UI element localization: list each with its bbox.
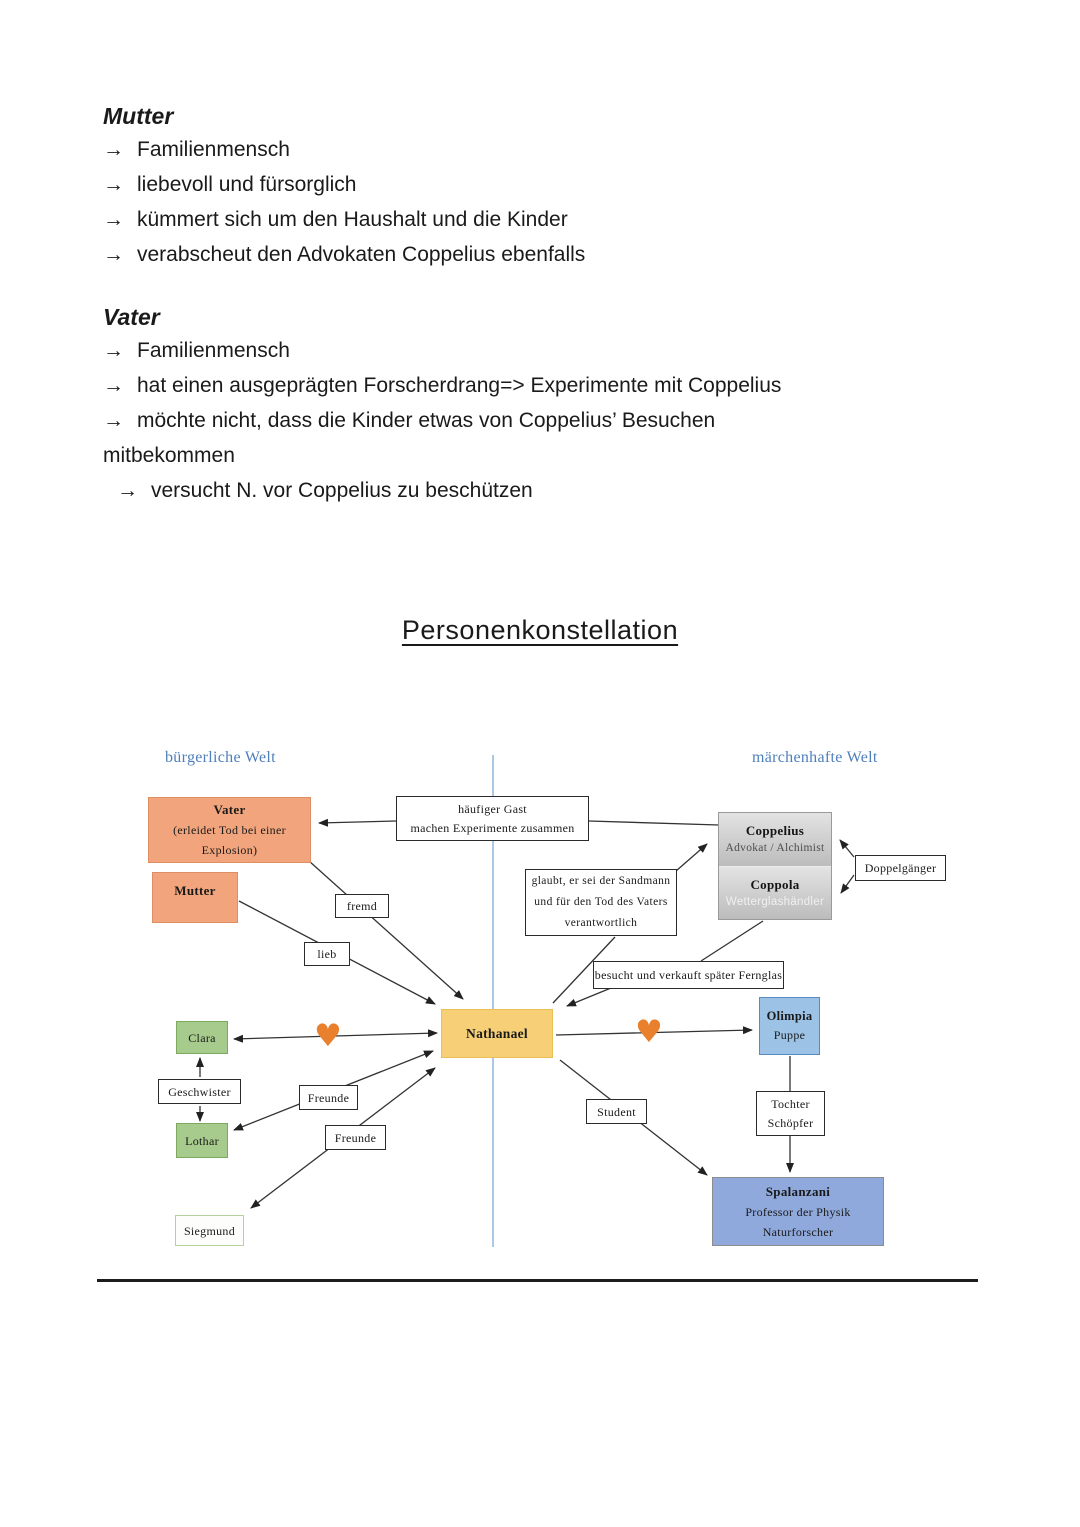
edge-label-lieb <box>304 942 350 966</box>
note-item-text: möchte nicht, dass die Kinder etwas von Coppelius’ Besuchen <box>137 409 716 432</box>
node-coppelius-coppola <box>718 812 832 920</box>
edge-label-text: Freunde <box>334 1130 377 1145</box>
node-title: Siegmund <box>183 1223 236 1238</box>
node-title: Vater <box>213 802 246 817</box>
diagram-title: Personenkonstellation <box>401 615 679 645</box>
edge-label-glaubt-sandmann <box>525 869 677 936</box>
node-title: Mutter <box>174 882 216 898</box>
edge-label-tochter-schoepfer <box>756 1091 825 1136</box>
vater-heading: Vater <box>103 304 160 330</box>
note-item-continuation: mitbekommen <box>103 444 235 467</box>
node-line: Naturforscher <box>762 1224 834 1239</box>
arrow-bullet-icon: → <box>103 339 124 362</box>
note-item-text: liebevoll und fürsorglich <box>137 173 357 196</box>
edge-label-text: Student <box>597 1104 636 1119</box>
node-mutter <box>152 872 238 923</box>
arrow-bullet-icon: → <box>103 138 124 161</box>
node-lothar <box>176 1123 228 1158</box>
edge-label-freunde-1 <box>299 1085 358 1110</box>
node-vater <box>148 797 311 863</box>
edge-label-student <box>586 1099 647 1124</box>
node-title: Coppelius <box>745 823 805 839</box>
world-label-left: bürgerliche Welt <box>165 749 276 766</box>
node-title: Olimpia <box>766 1009 813 1023</box>
note-item-text: hat einen ausgeprägten Forscherdrang=> Experimente mit Coppelius <box>137 374 782 397</box>
arrow-bullet-icon: → <box>103 243 124 266</box>
arrow-bullet-icon: → <box>117 479 138 502</box>
note-item-text: verabscheut den Advokaten Coppelius ebenfalls <box>137 243 586 266</box>
node-title: Spalanzani <box>765 1183 831 1199</box>
heart-icon: ♥ <box>314 1018 342 1054</box>
heart-icon: ♥ <box>635 1014 663 1050</box>
arrow-bullet-icon: → <box>103 409 124 432</box>
node-coppola <box>719 867 831 920</box>
edge-label-text: Doppelgänger <box>864 861 937 875</box>
node-title: Clara <box>188 1030 216 1045</box>
bottom-divider-line <box>97 1279 978 1282</box>
node-siegmund <box>175 1215 244 1246</box>
world-label-right: märchenhafte Welt <box>752 749 878 766</box>
edge-label-line: und für den Tod des Vaters <box>534 896 668 908</box>
edge-label-fremd <box>335 894 389 918</box>
node-title: Lothar <box>185 1133 219 1148</box>
edge-label-line: Schöpfer <box>767 1115 814 1130</box>
edge-label-besucht-fernglas <box>593 961 784 989</box>
node-line: Professor der Physik <box>745 1204 851 1219</box>
edge-label-line: häufiger Gast <box>458 801 527 816</box>
note-item-text: Familienmensch <box>137 339 290 362</box>
node-title: Nathanael <box>466 1025 528 1041</box>
edge-label-doppelgaenger <box>855 855 946 881</box>
mutter-heading: Mutter <box>103 103 174 129</box>
note-item-text: versucht N. vor Coppelius zu beschützen <box>151 479 533 502</box>
node-coppelius <box>719 813 831 867</box>
node-subtitle: Wetterglashändler <box>725 895 825 908</box>
node-spalanzani <box>712 1177 884 1246</box>
edge-label-line: glaubt, er sei der Sandmann <box>531 875 671 887</box>
edge-label-haeufiger-gast <box>396 796 589 841</box>
node-subtitle: Puppe <box>773 1028 806 1042</box>
edge-label-line: machen Experimente zusammen <box>410 820 575 835</box>
node-title: Coppola <box>750 876 800 892</box>
edge-label-text: Freunde <box>307 1090 350 1105</box>
edge-label-geschwister <box>158 1079 241 1104</box>
node-olimpia <box>759 997 820 1055</box>
edge-label-line: Tochter <box>771 1096 810 1111</box>
node-line: (erleidet Tod bei einer <box>173 823 286 837</box>
note-item-text: kümmert sich um den Haushalt und die Kinder <box>137 208 568 231</box>
edge-label-text: Geschwister <box>168 1084 231 1099</box>
node-subtitle: Advokat / Alchimist <box>725 842 825 855</box>
arrow-bullet-icon: → <box>103 208 124 231</box>
edge-label-text: besucht und verkauft später Fernglas <box>594 968 783 982</box>
node-clara <box>176 1021 228 1054</box>
arrow-bullet-icon: → <box>103 173 124 196</box>
edge-label-text: fremd <box>346 899 378 913</box>
note-item-text: Familienmensch <box>137 138 290 161</box>
edge-label-text: lieb <box>317 947 337 961</box>
edge-label-line: verantwortlich <box>564 917 638 929</box>
arrow-bullet-icon: → <box>103 374 124 397</box>
edge-label-freunde-2 <box>325 1125 386 1150</box>
node-line: Explosion) <box>201 843 258 857</box>
node-nathanael <box>441 1009 553 1058</box>
